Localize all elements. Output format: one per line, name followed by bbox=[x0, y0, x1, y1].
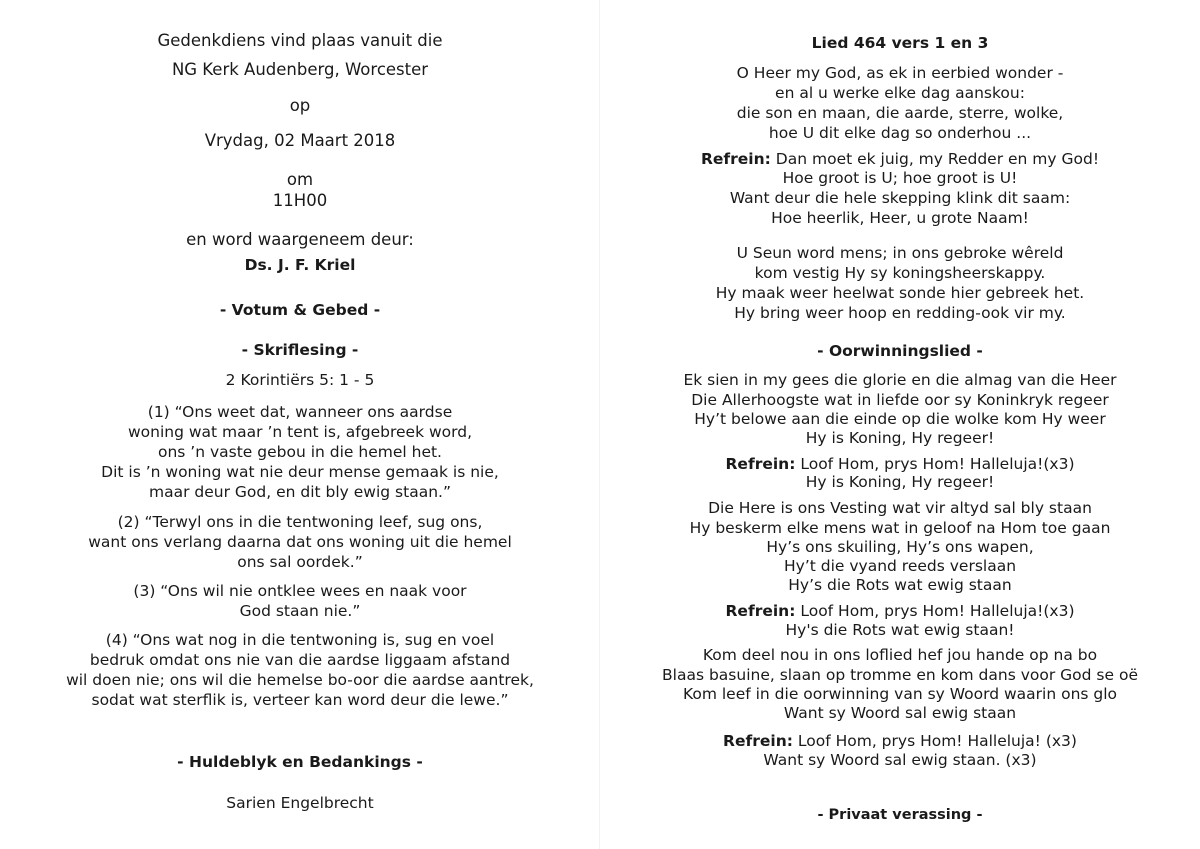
lyric-line: Want sy Woord sal ewig staan. (x3) bbox=[763, 751, 1037, 769]
lyric-line: Hy bring weer hoop en redding-ook vir my. bbox=[734, 304, 1066, 322]
lyric-line bbox=[600, 454, 1200, 474]
refrain-text: Loof Hom, prys Hom! Halleluja!(x3) bbox=[800, 455, 1075, 473]
verse-line: wil doen nie; ons wil die hemelse bo-oor die aardse aantrek, bbox=[66, 671, 534, 689]
votum-heading: - Votum & Gebed - bbox=[219, 301, 381, 319]
huldeblyk-heading: - Huldeblyk en Bedankings - bbox=[177, 753, 423, 771]
hymn-title: Lied 464 vers 1 en 3 bbox=[811, 34, 989, 52]
lyric-line: Want sy Woord sal ewig staan bbox=[783, 704, 1017, 722]
verse-line: (2) “Terwyl ons in die tentwoning leef, sug ons, bbox=[117, 513, 483, 531]
tribute-speaker: Sarien Engelbrecht bbox=[226, 794, 374, 812]
service-time: 11H00 bbox=[272, 191, 328, 210]
lyric-line: Want deur die hele skepping klink dit saam: bbox=[729, 189, 1071, 207]
refrain-text: Dan moet ek juig, my Redder en my God! bbox=[775, 150, 1100, 168]
verse-line: want ons verlang daarna dat ons woning uit die hemel bbox=[88, 533, 512, 551]
verse-line: ons ’n vaste gebou in die hemel het. bbox=[158, 443, 442, 461]
service-date: Vrydag, 02 Maart 2018 bbox=[204, 131, 396, 150]
verse-line: woning wat maar ’n tent is, afgebreek word, bbox=[127, 423, 472, 441]
lyric-line: O Heer my God, as ek in eerbied wonder - bbox=[736, 64, 1064, 82]
lyric-line: Hy’t die vyand reeds verslaan bbox=[783, 557, 1017, 575]
verse-line: ons sal oordek.” bbox=[237, 553, 363, 571]
lyric-line: Hoe heerlik, Heer, u grote Naam! bbox=[771, 209, 1029, 227]
refrain-label: Refrein: bbox=[725, 455, 796, 473]
skriflesing-heading: - Skriflesing - bbox=[241, 341, 359, 359]
verse-line: sodat wat sterflik is, verteer kan word deur die lewe.” bbox=[91, 691, 509, 709]
op-text: op bbox=[289, 96, 311, 115]
lyric-line: Hy is Koning, Hy regeer! bbox=[805, 473, 995, 491]
lyric-line: Kom leef in die oorwinning van sy Woord waarin ons glo bbox=[682, 685, 1118, 703]
lyric-line: Hy’t belowe aan die einde op die wolke kom Hy weer bbox=[694, 410, 1106, 428]
minister-name: Ds. J. F. Kriel bbox=[244, 256, 356, 274]
lyric-line: Hoe groot is U; hoe groot is U! bbox=[782, 169, 1018, 187]
lyric-line bbox=[600, 601, 1200, 621]
lyric-line: kom vestig Hy sy koningsheerskappy. bbox=[754, 264, 1046, 282]
lyric-line: Blaas basuine, slaan op tromme en kom dans voor God se oë bbox=[662, 666, 1138, 684]
lyric-line: Die Here is ons Vesting wat vir altyd sal bly staan bbox=[708, 499, 1092, 517]
lyric-line: Kom deel nou in ons loflied hef jou hande op na bo bbox=[702, 646, 1098, 664]
conducted-by-text: en word waargeneem deur: bbox=[186, 230, 414, 249]
intro-text: Gedenkdiens vind plaas vanuit die bbox=[157, 31, 443, 50]
oorwinningslied-heading: - Oorwinningslied - bbox=[817, 342, 983, 360]
lyric-line: Hy is Koning, Hy regeer! bbox=[805, 429, 995, 447]
lyric-line: Hy’s die Rots wat ewig staan bbox=[788, 576, 1012, 594]
lyric-line: Hy's die Rots wat ewig staan! bbox=[785, 621, 1015, 639]
refrain-text: Loof Hom, prys Hom! Halleluja! (x3) bbox=[797, 732, 1077, 750]
verse-line: God staan nie.” bbox=[239, 602, 361, 620]
lyric-line: Die Allerhoogste wat in liefde oor sy Koninkryk regeer bbox=[691, 391, 1109, 409]
verse-line: (1) “Ons weet dat, wanneer ons aardse bbox=[147, 403, 453, 421]
verse-line: Dit is ’n woning wat nie deur mense gemaak is nie, bbox=[101, 463, 499, 481]
lyric-line: Hy maak weer heelwat sonde hier gebreek het. bbox=[715, 284, 1085, 302]
lyric-line: en al u werke elke dag aanskou: bbox=[775, 84, 1025, 102]
right-page bbox=[600, 0, 1200, 849]
church-name: NG Kerk Audenberg, Worcester bbox=[171, 60, 429, 79]
lyric-line: Ek sien in my gees die glorie en die almag van die Heer bbox=[683, 371, 1117, 389]
om-text: om bbox=[286, 170, 314, 189]
privaat-verassing-heading: - Privaat verassing - bbox=[817, 807, 983, 823]
refrain-label: Refrein: bbox=[723, 732, 793, 750]
verse-line: maar deur God, en dit bly ewig staan.” bbox=[149, 483, 451, 501]
verse-line: (3) “Ons wil nie ontklee wees en naak voor bbox=[133, 582, 467, 600]
lyric-line: Hy’s ons skuiling, Hy’s ons wapen, bbox=[766, 538, 1034, 556]
refrain-text: Loof Hom, prys Hom! Halleluja!(x3) bbox=[800, 602, 1075, 620]
lyric-line: die son en maan, die aarde, sterre, wolke, bbox=[736, 104, 1064, 122]
refrain-label: Refrein: bbox=[700, 150, 771, 168]
lyric-line bbox=[600, 149, 1200, 169]
lyric-line: hoe U dit elke dag so onderhou ... bbox=[768, 124, 1032, 142]
lyric-line: Hy beskerm elke mens wat in geloof na Hom toe gaan bbox=[689, 519, 1111, 537]
lyric-line bbox=[600, 731, 1200, 751]
verse-line: bedruk omdat ons nie van die aardse liggaam afstand bbox=[89, 651, 511, 669]
verse-line: (4) “Ons wat nog in die tentwoning is, sug en voel bbox=[105, 631, 495, 649]
refrain-label: Refrein: bbox=[725, 602, 796, 620]
scripture-reference: 2 Korintiërs 5: 1 - 5 bbox=[225, 371, 375, 389]
lyric-line: U Seun word mens; in ons gebroke wêreld bbox=[736, 244, 1064, 262]
